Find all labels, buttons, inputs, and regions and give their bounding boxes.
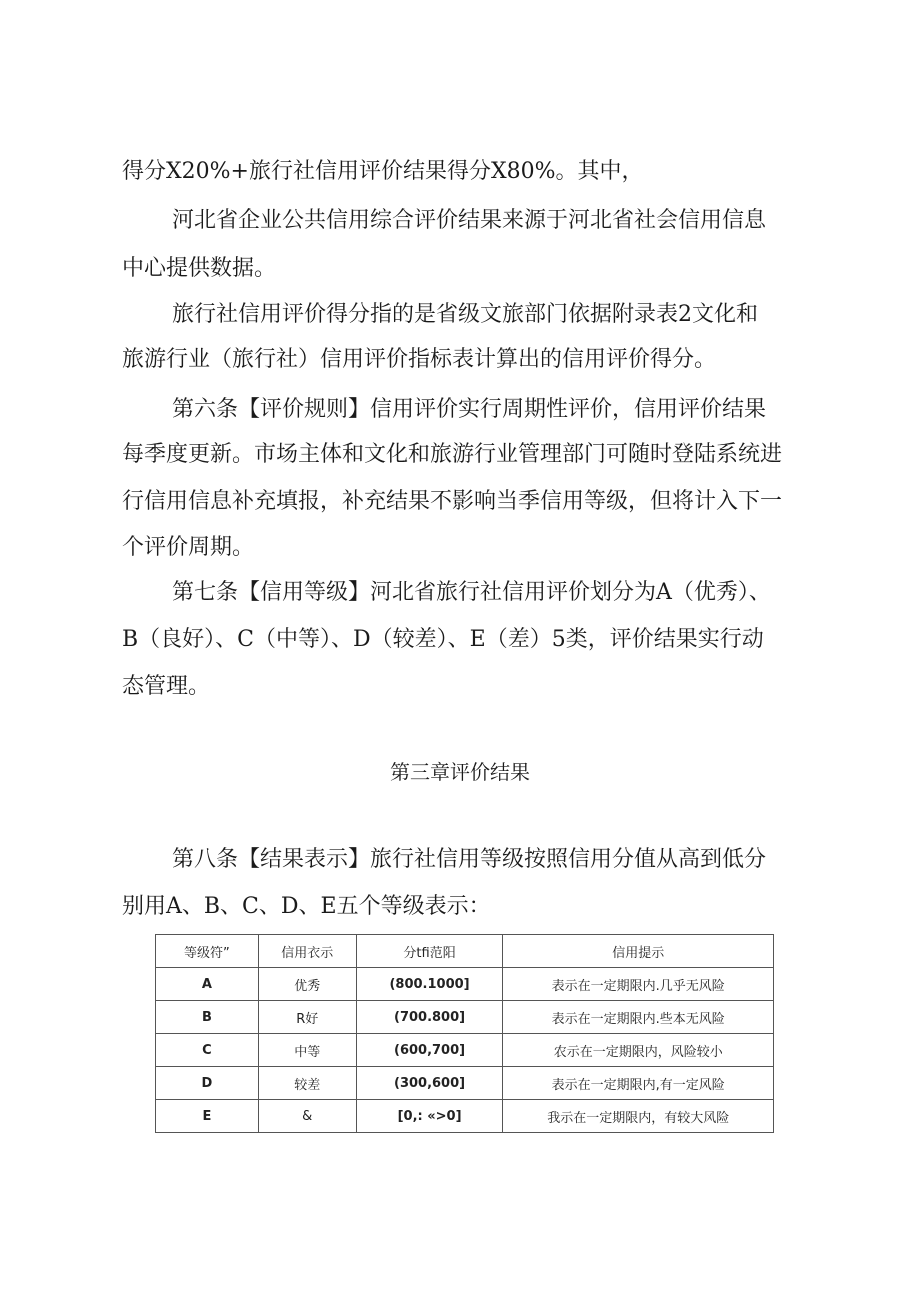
- meaning-cell: 较差: [258, 1067, 356, 1100]
- paragraph-line: 第六条【评价规则】信用评价实行周期性评价，信用评价结果: [172, 397, 767, 422]
- score-range-cell: (700.800]: [356, 1001, 503, 1034]
- credit-grade-table: [155, 934, 774, 1133]
- credit-tip-cell: 表示在一定期限内.些本无风险: [503, 1001, 774, 1034]
- column-header-score-range: 分tfi范阳: [356, 935, 503, 968]
- table-row: [156, 968, 774, 1001]
- grade-cell: B: [156, 1001, 259, 1034]
- paragraph-line: 河北省企业公共信用综合评价结果来源于河北省社会信用信息: [172, 208, 767, 233]
- paragraph-line: 得分X20%+旅行社信用评价结果得分X80%。其中，: [122, 159, 644, 184]
- paragraph-line: 第七条【信用等级】河北省旅行社信用评价划分为A（优秀）、: [172, 580, 771, 605]
- score-range-cell: [0,: «>0]: [356, 1100, 503, 1133]
- grade-cell: A: [156, 968, 259, 1001]
- grade-cell: D: [156, 1067, 259, 1100]
- column-header-credit-tip: 信用提示: [503, 935, 774, 968]
- paragraph-line: 别用A、B、C、D、E五个等级表示：: [122, 894, 491, 919]
- column-header-meaning: 信用衣示: [258, 935, 356, 968]
- grade-cell: E: [156, 1100, 259, 1133]
- paragraph-line: 第八条【结果表示】旅行社信用等级按照信用分值从高到低分: [172, 847, 767, 872]
- credit-tip-cell: 表示在一定期限内.几乎无风险: [503, 968, 774, 1001]
- grade-cell: C: [156, 1034, 259, 1067]
- paragraph-line: 态管理。: [122, 674, 211, 699]
- paragraph-line: 每季度更新。市场主体和文化和旅游行业管理部门可随时登陆系统进: [122, 442, 783, 467]
- meaning-cell: 优秀: [258, 968, 356, 1001]
- table-row: [156, 1067, 774, 1100]
- meaning-cell: &: [258, 1100, 356, 1133]
- table-row: [156, 1100, 774, 1133]
- paragraph-line: 行信用信息补充填报，补充结果不影响当季信用等级，但将计入下一: [122, 489, 783, 514]
- credit-tip-cell: 我示在一定期限内，有较大风险: [503, 1100, 774, 1133]
- credit-tip-cell: 农示在一定期限内，风险较小: [503, 1034, 774, 1067]
- paragraph-line: B（良好）、C（中等）、D（较差）、E（差）5类，评价结果实行动: [122, 627, 764, 652]
- table-header-row: [156, 935, 774, 968]
- paragraph-line: 中心提供数据。: [122, 256, 277, 281]
- table-row: [156, 1001, 774, 1034]
- meaning-cell: 中等: [258, 1034, 356, 1067]
- chapter-heading: 第三章评价结果: [390, 760, 530, 784]
- meaning-cell: R好: [258, 1001, 356, 1034]
- score-range-cell: (800.1000]: [356, 968, 503, 1001]
- column-header-grade: 等级符”: [156, 935, 259, 968]
- paragraph-line: 旅行社信用评价得分指的是省级文旅部门依据附录表2文化和: [172, 302, 758, 327]
- score-range-cell: (600,700]: [356, 1034, 503, 1067]
- credit-tip-cell: 表示在一定期限内,有一定风险: [503, 1067, 774, 1100]
- paragraph-line: 旅游行业（旅行社）信用评价指标表计算出的信用评价得分。: [122, 347, 717, 372]
- table-row: [156, 1034, 774, 1067]
- paragraph-line: 个评价周期。: [122, 535, 255, 560]
- score-range-cell: (300,600]: [356, 1067, 503, 1100]
